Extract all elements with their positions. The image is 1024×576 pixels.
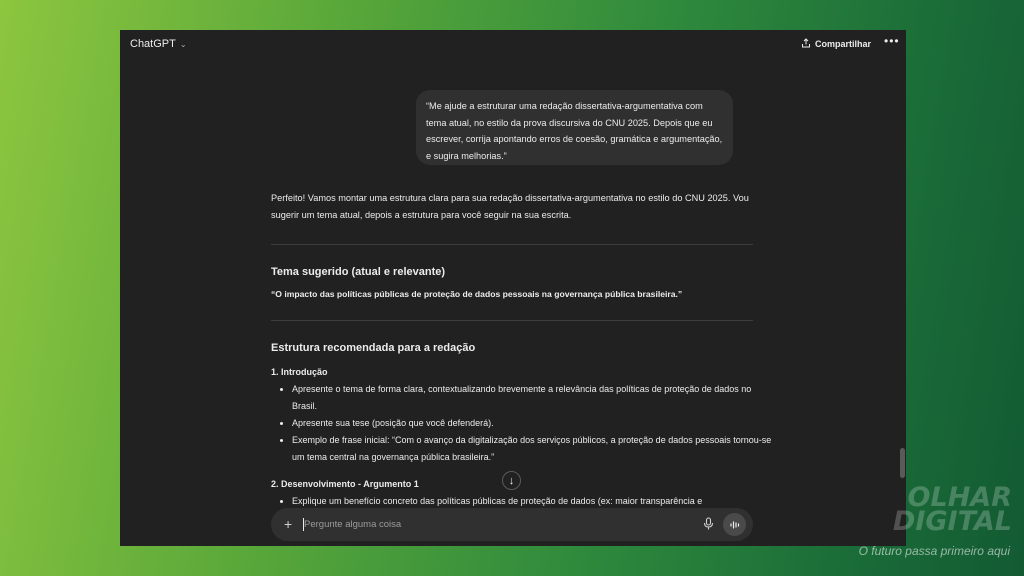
logo-line2: DIGITAL (892, 506, 1012, 537)
list-item: • Apresente o tema de forma clara, contextualizando brevemente a relevância das políticas de proteção de dados no Brasil. (292, 381, 774, 415)
section1-list (271, 381, 774, 466)
share-button[interactable] (801, 38, 871, 50)
microphone-icon[interactable] (703, 517, 714, 536)
watermark-logo (882, 482, 1012, 537)
prompt-input[interactable] (304, 517, 684, 532)
app-title: ChatGPT (130, 38, 176, 50)
theme-heading: Tema sugerido (atual e relevante) (271, 266, 446, 278)
scrollbar-thumb[interactable] (900, 448, 905, 478)
share-icon (801, 38, 811, 50)
assistant-intro: Perfeito! Vamos montar uma estrutura clara para sua redação dissertativa-argumentativa no estilo do CNU 2025. Vou sugerir um tema atual, depois a estrutura para você seguir na sua escrita. (271, 193, 749, 220)
list-item: • Exemplo de frase inicial: “Com o avanço da digitalização dos serviços públicos, a proteção de dados pessoais tornou-se um tema central na governança pública brasileira.” (292, 432, 774, 466)
divider (271, 244, 753, 245)
structure-heading: Estrutura recomendada para a redação (271, 342, 476, 354)
more-dots-icon[interactable]: ••• (884, 34, 900, 48)
watermark-tagline: O futuro passa primeiro aqui (858, 544, 1010, 558)
section1-title: 1. Introdução (271, 367, 328, 377)
arrow-down-icon: ↓ (508, 474, 515, 487)
list-item: • Apresente sua tese (posição que você defenderá). (292, 415, 774, 432)
scroll-down-button[interactable] (502, 471, 521, 490)
logo-line1: OLHAR (907, 482, 1012, 513)
top-bar (120, 30, 906, 60)
section2-title: 2. Desenvolvimento - Argumento 1 (271, 479, 419, 489)
composer (271, 508, 753, 541)
chevron-down-icon: ⌄ (179, 39, 187, 49)
model-selector[interactable] (130, 38, 187, 50)
plus-icon[interactable]: + (284, 516, 293, 532)
chat-window (120, 30, 906, 546)
voice-mode-icon[interactable] (723, 513, 746, 536)
user-message: “Me ajude a estruturar uma redação dissertativa-argumentativa com tema atual, no estilo da prova discursiva do CNU 2025. Depois que eu escrever, corrija apontando erros de coesão, gramática e argumentação, e sugira melhorias.” (416, 90, 733, 165)
list-item: • Explique um benefício concreto das políticas públicas de proteção de dados (ex: maior transparência e (292, 493, 774, 510)
theme-text: “O impacto das políticas públicas de proteção de dados pessoais na governança pública brasileira.” (271, 289, 683, 299)
share-label: Compartilhar (815, 39, 872, 49)
divider (271, 320, 753, 321)
